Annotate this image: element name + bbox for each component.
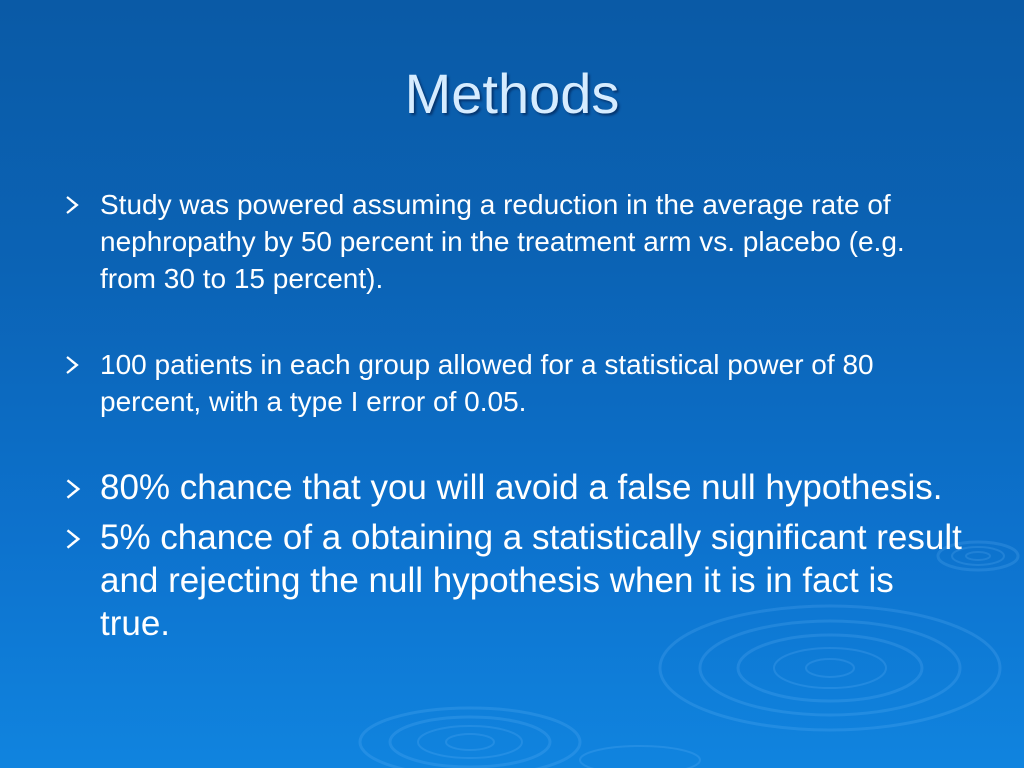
chevron-right-icon (62, 194, 88, 220)
bullet-item (62, 466, 962, 509)
bullet-text: 80% chance that you will avoid a false null hypothesis. (100, 468, 943, 507)
bullet-text: 100 patients in each group allowed for a statistical power of 80 percent, with a type I error of 0.05. (100, 349, 874, 417)
bullet-list (62, 186, 962, 645)
chevron-right-icon (62, 477, 88, 503)
chevron-right-icon (62, 354, 88, 380)
bullet-item (62, 186, 962, 297)
bullet-text: Study was powered assuming a reduction in the average rate of nephropathy by 50 percent in the treatment arm vs. placebo (e.g. from 30 to 15 percent). (100, 189, 905, 294)
bullet-text: 5% chance of a obtaining a statistically significant result and rejecting the null hypothesis when it is in fact is true. (100, 518, 962, 643)
bullet-item (62, 346, 962, 420)
chevron-right-icon (62, 527, 88, 553)
slide-title: Methods (404, 62, 620, 125)
bullet-item (62, 516, 962, 645)
